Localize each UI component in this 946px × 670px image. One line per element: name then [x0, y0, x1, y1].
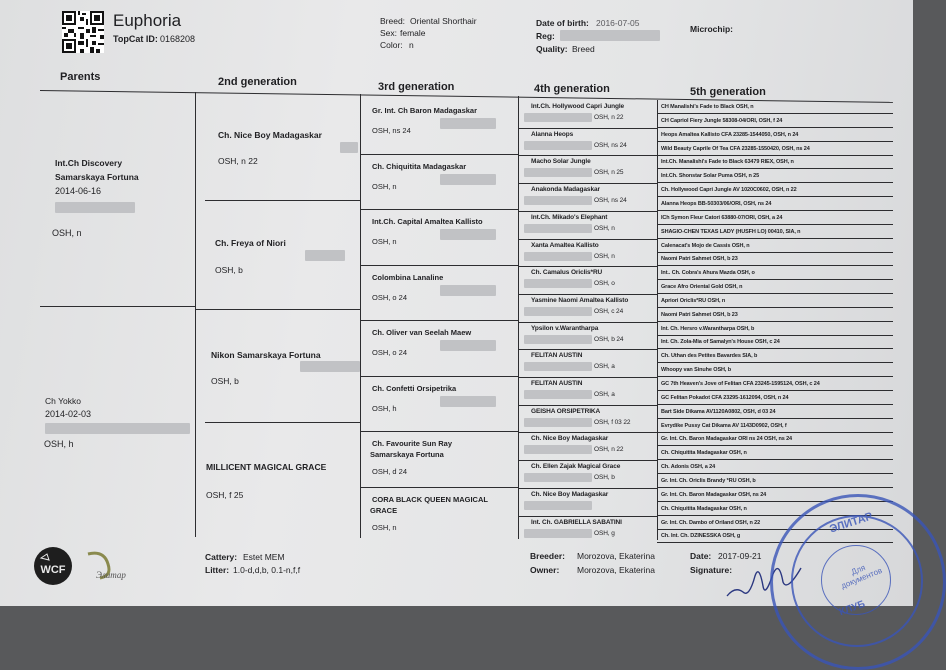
gen5-divider: [657, 141, 893, 142]
gen5-entry: Heops Amaltea Kallisto CFA 23285-1544050, OSH, n 24: [661, 131, 799, 138]
redacted-gen4: [524, 335, 592, 344]
redacted-gen3: [440, 340, 496, 351]
gen5-entry: GC Felitan Pokadot CFA 23295-1612094, OSH, n 24: [661, 394, 789, 401]
breed-label: Breed:: [380, 16, 406, 26]
header-gen4: 4th generation: [534, 83, 610, 95]
gen3-divider: [360, 320, 518, 321]
gen5-divider: [657, 404, 893, 405]
gen4-code: OSH, n 22: [594, 446, 624, 454]
gen3-name: Int.Ch. Capital Amaltea Kallisto: [372, 217, 483, 226]
gen4-name: FELITAN AUSTIN: [531, 380, 583, 387]
gen2-code-2: OSH, b: [215, 265, 243, 275]
dob-label: Date of birth:: [536, 18, 589, 28]
gen5-entry: Ch. Uthan des Petites Bavardes SIA, b: [661, 353, 758, 360]
signature-label: Signature:: [690, 565, 733, 575]
gen4-name: Int.Ch. Hollywood Capri Jungle: [531, 103, 625, 110]
header-gen3: 3rd generation: [378, 81, 455, 93]
gen5-entry: Grace Afro Oriental Gold OSH, n: [661, 284, 743, 291]
sire-name: Samarskaya Fortuna: [55, 172, 139, 182]
gen5-entry: Int. Ch. Zola-Mia of Samalyn's House OSH, c 24: [661, 339, 780, 346]
gen5-entry: Evrydike Pussy Cat Dikama AV 1143D0902, OSH, f: [661, 422, 787, 429]
gen5-divider: [657, 293, 893, 294]
gen5-divider: [657, 348, 893, 349]
owner-label: Owner:: [530, 565, 560, 575]
gen2-divider-2: [195, 309, 360, 310]
gen4-code: OSH, n 22: [594, 114, 624, 121]
gen5-divider: [657, 252, 893, 253]
redacted-gen3: [440, 229, 496, 240]
gen2-code-3: OSH, b: [211, 376, 239, 386]
gen4-divider: [518, 322, 657, 323]
gen5-entry: Gr. Int. Ch. Oriclis Brandy *RU OSH, b: [661, 477, 756, 484]
gen5-entry: Int.Ch. Shonstar Solar Puma OSH, n 25: [661, 173, 760, 180]
gen5-divider: [657, 432, 893, 433]
gen4-name: GEISHA ORSIPETRIKA: [531, 407, 601, 415]
gen5-entry: Ch. Chiquitita Madagaskar OSH, n: [661, 450, 747, 457]
redacted-gen3: [440, 174, 496, 185]
gen4-code: OSH, a: [594, 391, 615, 398]
gen4-code: OSH, c 24: [594, 307, 624, 315]
gen3-name: Ch. Oliver van Seelah Maew: [372, 328, 472, 337]
sire-date: 2014-06-16: [55, 186, 102, 196]
gen5-divider: [657, 473, 893, 474]
sire-title: Int.Ch Discovery: [55, 158, 123, 168]
gen5-entry: Naomi Patri Sahmet OSH, b 23: [661, 256, 738, 263]
stamp-middle-text: Для документов: [839, 562, 884, 591]
gen3-code: OSH, n: [372, 237, 397, 246]
gen5-entry: Gr. Int. Ch. Dambo of Oriland OSH, n 22: [661, 519, 761, 526]
redacted-gen2-2: [305, 250, 345, 261]
gen5-divider: [657, 127, 893, 128]
gen3-divider: [360, 154, 518, 155]
gen3-name-line2: GRACE: [370, 505, 398, 515]
gen5-divider: [657, 279, 893, 280]
gen3-name: Gr. Int. Ch Baron Madagaskar: [372, 106, 478, 115]
redacted-gen2-3: [300, 361, 360, 372]
gen4-divider: [518, 377, 657, 378]
stamp-top-text: ЭЛИТАР: [828, 510, 875, 536]
gen4-name: Ch. Nice Boy Madagaskar: [531, 490, 609, 498]
date-label: Date:: [690, 551, 712, 561]
redacted-gen3: [440, 285, 496, 296]
gen3-code: OSH, d 24: [372, 467, 408, 476]
gen5-entry: Whoopy van Sinuhe OSH, b: [661, 367, 732, 374]
gen4-divider: [518, 349, 657, 350]
gen5-divider: [657, 459, 893, 460]
redacted-gen4: [524, 224, 592, 233]
redacted-gen4: [524, 362, 592, 371]
date-value: 2017-09-21: [718, 551, 762, 561]
microchip-label: Microchip:: [690, 24, 733, 34]
cattery-label: Cattery:: [205, 552, 238, 562]
gen4-name: Alanna Heops: [531, 130, 574, 138]
gen2-name-3: Nikon Samarskaya Fortuna: [211, 350, 321, 360]
gen4-divider: [518, 211, 657, 212]
gen4-divider: [518, 239, 657, 240]
gen4-divider: [518, 460, 657, 461]
gen4-code: OSH, b: [594, 474, 615, 482]
club-logo: [82, 548, 132, 582]
gen2-name-4: MILLICENT MAGICAL GRACE: [206, 462, 327, 472]
dam-code: OSH, h: [44, 439, 74, 449]
gen5-divider: [657, 321, 893, 322]
gen4-name: Ch. Nice Boy Madagaskar: [531, 435, 609, 443]
gen5-divider: [657, 196, 893, 197]
redacted-dam-reg: [45, 423, 190, 434]
club-logo-text: Элитар: [96, 570, 126, 580]
gen5-entry: Gr. Int. Ch. Baron Madagaskar OSH, ns 24: [661, 491, 767, 498]
cattery-value: Estet MEM: [243, 552, 285, 562]
gen5-entry: Int.. Ch. Cobra's Ahura Mazda OSH, o: [661, 270, 755, 277]
gen3-name: Colombina Lanaline: [372, 272, 444, 282]
redacted-gen4: [524, 418, 592, 427]
sire-code: OSH, n: [52, 228, 82, 238]
gen5-entry: Gr. Int. Ch. Baron Madagaskar ORI ns 24 OSH, ns 24: [661, 436, 793, 443]
header-gen5: 5th generation: [690, 86, 766, 98]
gen5-divider: [657, 362, 893, 363]
gen5-entry: Ch. Hollywood Capri Jungle AV 1020C0602, OSH, n 22: [661, 187, 797, 194]
gen4-name: Ch. Camalus Oriclis*RU: [531, 269, 603, 277]
color-label: Color:: [380, 40, 403, 50]
gen2-code-1: OSH, n 22: [218, 156, 258, 166]
gen5-entry: Ch. Adonis OSH, a 24: [661, 464, 716, 471]
gen4-divider: [518, 266, 657, 267]
redacted-gen4: [524, 252, 592, 261]
gen3-divider: [360, 376, 518, 377]
gen3-code: OSH, o 24: [372, 348, 408, 357]
gen5-entry: Int.Ch. Manalishi's Fade to Black 63479 RIEX, OSH, n: [661, 159, 794, 166]
gen5-divider: [657, 182, 893, 183]
gen4-divider: [518, 432, 657, 433]
gen5-divider: [657, 113, 893, 114]
gen4-code: OSH, n: [594, 252, 615, 260]
gen4-code: OSH, ns 24: [594, 141, 627, 149]
parents-divider: [40, 306, 195, 307]
gen5-divider: [657, 224, 893, 225]
redacted-gen4: [524, 445, 592, 454]
gen4-code: OSH, n: [594, 224, 615, 232]
redacted-gen3: [440, 396, 496, 407]
gen2-name-1: Ch. Nice Boy Madagaskar: [218, 130, 322, 140]
gen3-code: OSH, o 24: [372, 292, 408, 302]
breeder-label: Breeder:: [530, 551, 565, 561]
gen5-divider: [657, 390, 893, 391]
breeder-value: Morozova, Ekaterina: [577, 551, 655, 561]
gen4-code: OSH, g: [594, 529, 615, 537]
gen2-code-4: OSH, f 25: [206, 490, 244, 500]
gen4-code: OSH, o: [594, 280, 615, 288]
gen5-entry: CH Capriol Fiery Jungle 58308-04/ORI, OSH, f 24: [661, 117, 783, 124]
gen5-divider: [657, 487, 893, 488]
gen4-name: Int.Ch. Mikado's Elephant: [531, 213, 608, 221]
gen3-code: OSH, ns 24: [372, 126, 411, 135]
quality-value: Breed: [572, 44, 595, 54]
gen5-divider: [657, 265, 893, 266]
gen4-code: OSH, n 25: [594, 169, 624, 177]
redacted-gen4: [524, 529, 592, 538]
gen5-entry: Int. Ch. Hersro v.Warantharpa OSH, b: [661, 325, 755, 332]
gen4-name: Anakonda Madagaskar: [531, 186, 600, 194]
gen4-name: Yasmine Naomi Amaltea Kallisto: [531, 296, 629, 304]
sex-value: female: [400, 28, 426, 38]
litter-label: Litter:: [205, 565, 230, 575]
gen3-divider: [360, 209, 518, 210]
gen5-entry: Ch. Chiquitita Madagaskar OSH, n: [661, 505, 747, 512]
gen4-divider: [518, 405, 657, 406]
wcf-logo: [33, 546, 73, 586]
gen3-divider: [360, 431, 518, 432]
gen4-code: OSH, ns 24: [594, 197, 627, 205]
litter-value: 1.0-d,d,b, 0.1-n,f,f: [233, 565, 301, 575]
gen4-divider: [518, 128, 657, 129]
gen5-divider: [657, 418, 893, 419]
redacted-gen4: [524, 473, 592, 482]
gen5-entry: ICh Symon Fleur Catori 63880-07/ORI, OSH, a 24: [661, 214, 783, 221]
gen3-divider: [360, 487, 518, 488]
breed-value: Oriental Shorthair: [410, 16, 477, 26]
gen4-divider: [518, 516, 657, 517]
gen5-divider: [657, 238, 893, 239]
gen3-name-line2: Samarskaya Fortuna: [370, 450, 444, 459]
gen3-name: Ch. Favourite Sun Ray: [372, 439, 453, 448]
gen3-name: Ch. Confetti Orsipetrika: [372, 383, 457, 393]
redacted-gen4: [524, 279, 592, 288]
sex-label: Sex:: [380, 28, 398, 38]
owner-value: Morozova, Ekaterina: [577, 565, 655, 575]
gen4-name: FELITAN AUSTIN: [531, 352, 583, 360]
gen4-name: Ypsilon v.Warantharpa: [531, 324, 599, 332]
gen5-entry: Bart Side Dikama AV1120A0802, OSH, d 03 24: [661, 408, 776, 415]
gen3-code: OSH, h: [372, 403, 397, 413]
gen4-name: Ch. Ellen Zajak Magical Grace: [531, 463, 621, 471]
dam-date: 2014-02-03: [45, 409, 92, 419]
gen5-entry: GC 7th Heaven's Jove of Felitan CFA 23245-1595124, OSH, c 24: [661, 381, 820, 387]
gen3-bracket: [360, 94, 361, 538]
gen5-entry: Alanna Heops BB-50303/06/ORI, OSH, ns 24: [661, 200, 772, 207]
dob-value: 2016-07-05: [596, 18, 640, 28]
gen4-code: OSH, b 24: [594, 335, 624, 343]
reg-label: Reg:: [536, 31, 555, 41]
redacted-sire-reg: [55, 202, 135, 213]
redacted-gen4: [524, 141, 592, 150]
gen5-divider: [657, 168, 893, 169]
gen4-name: Xanta Amaltea Kallisto: [531, 241, 599, 249]
redacted-gen2-1: [340, 142, 358, 153]
redacted-gen4: [524, 113, 592, 122]
gen4-code: OSH, f 03 22: [594, 418, 631, 426]
stamp-bottom-text: КЛУБ: [837, 598, 867, 619]
dam-title: Ch Yokko: [45, 396, 81, 406]
gen5-entry: Wild Beauty Caprile Of Tea CFA 23285-1550420, OSH, ns 24: [661, 145, 810, 152]
gen5-entry: Ch. Int. Ch. DZINESSKA OSH, g: [661, 533, 741, 540]
gen2-bracket: [195, 92, 196, 537]
redacted-gen4: [524, 390, 592, 399]
gen4-name: Macho Solar Jungle: [531, 158, 591, 166]
redacted-gen4: [524, 168, 592, 177]
gen5-entry: Calenacat's Mojo de Cassis OSH, n: [661, 242, 750, 249]
gen2-divider-3: [205, 422, 360, 423]
gen3-code: OSH, n: [372, 522, 397, 532]
gen3-name: Ch. Chiquitita Madagaskar: [372, 161, 467, 171]
gen4-divider: [518, 183, 657, 184]
gen3-name: CORA BLACK QUEEN MAGICAL: [372, 494, 488, 504]
qr-code-icon: [62, 11, 104, 53]
gen5-divider: [657, 445, 893, 446]
header-parents: Parents: [60, 71, 101, 83]
gen5-divider: [657, 210, 893, 211]
gen3-divider: [360, 265, 518, 266]
cat-name: Euphoria: [113, 11, 182, 30]
redacted-gen3: [440, 118, 496, 129]
color-value: n: [409, 40, 414, 50]
gen5-entry: Naomi Patri Sahmet OSH, b 23: [661, 311, 738, 318]
redacted-reg: [560, 30, 660, 41]
gen4-bracket: [518, 96, 519, 539]
redacted-gen4: [524, 307, 592, 316]
gen4-name: Int. Ch. GABRIELLA SABATINI: [531, 518, 622, 526]
gen5-divider: [657, 155, 893, 156]
gen4-divider: [518, 488, 657, 489]
gen4-code: OSH, a: [594, 363, 615, 371]
gen5-entry: Apriori Oriclis*RU OSH, n: [661, 297, 726, 304]
gen5-divider: [657, 335, 893, 336]
wcf-logo-text: WCF: [40, 564, 66, 576]
topcat-label: TopCat ID:: [113, 34, 158, 44]
redacted-gen4: [524, 501, 592, 510]
topcat-id: 0168208: [160, 34, 196, 44]
gen5-divider: [657, 376, 893, 377]
club-stamp-icon: [770, 494, 946, 670]
gen5-divider: [657, 307, 893, 308]
gen5-entry: CH Manalishi's Fade to Black OSH, n: [661, 104, 754, 110]
gen4-divider: [518, 155, 657, 156]
gen2-name-2: Ch. Freya of Niori: [215, 238, 286, 248]
gen2-divider-1: [205, 200, 360, 201]
gen3-code: OSH, n: [372, 181, 397, 191]
redacted-gen4: [524, 196, 592, 205]
header-gen2: 2nd generation: [218, 76, 297, 88]
gen5-entry: SHAGIO-CHEN TEXAS LADY (HUSFH LO) 00410, SIA, n: [661, 228, 801, 235]
quality-label: Quality:: [536, 44, 568, 54]
gen4-divider: [518, 294, 657, 295]
